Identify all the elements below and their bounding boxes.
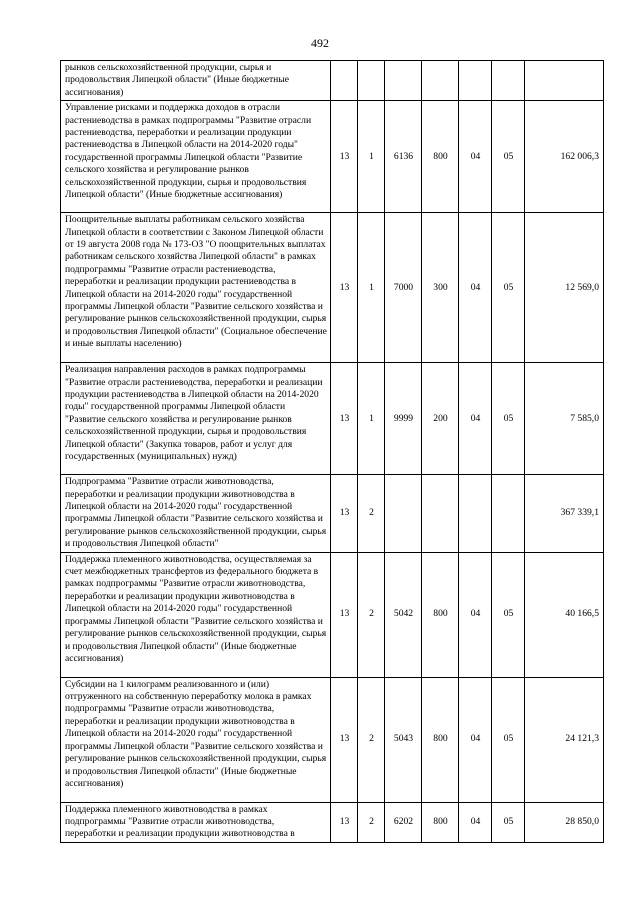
amount-cell: 28 850,0	[525, 802, 604, 842]
subsection-code	[492, 61, 525, 101]
amount-cell: 7 585,0	[525, 363, 604, 475]
direction-code: 9999	[385, 363, 422, 475]
expense-type-code: 800	[422, 101, 459, 213]
row-description: Подпрограмма "Развитие отрасли животноводства, переработки и реализации продукции животноводства в Липецкой области на 2014-2020 годы" государственной программы Липецкой области "Развитие сельского хозяйства и регулирование рынков сельскохозяйственной продукции, сырья и продовольствия Липецкой области"	[61, 475, 331, 552]
subprogram-code: 2	[358, 802, 385, 842]
program-code: 13	[331, 101, 358, 213]
subsection-code: 05	[492, 802, 525, 842]
program-code	[331, 61, 358, 101]
program-code: 13	[331, 802, 358, 842]
subprogram-code: 1	[358, 213, 385, 363]
section-code: 04	[459, 101, 492, 213]
program-code: 13	[331, 552, 358, 677]
subsection-code: 05	[492, 552, 525, 677]
row-description: рынков сельскохозяйственной продукции, сырья и продовольствия Липецкой области" (Иные бюджетные ассигнования)	[61, 61, 331, 101]
section-code	[459, 61, 492, 101]
expense-type-code	[422, 475, 459, 552]
subprogram-code: 2	[358, 677, 385, 802]
amount-cell: 162 006,3	[525, 101, 604, 213]
section-code: 04	[459, 677, 492, 802]
amount-cell: 12 569,0	[525, 213, 604, 363]
table-row	[61, 213, 604, 363]
subsection-code: 05	[492, 363, 525, 475]
row-description: Управление рисками и поддержка доходов в отрасли растениеводства в рамках подпрограммы "Развитие отрасли растениеводства, переработки и реализации продукции растениеводства в Липецкой области на 2014-2020 годы" государственной программы Липецкой области "Развитие сельского хозяйства и регулирование рынков сельскохозяйственной продукции, сырья и продовольствия Липецкой области" (Иные бюджетные ассигнования)	[61, 101, 331, 213]
table-row	[61, 677, 604, 802]
subsection-code: 05	[492, 677, 525, 802]
direction-code	[385, 475, 422, 552]
expense-type-code: 300	[422, 213, 459, 363]
expense-type-code: 800	[422, 552, 459, 677]
table-row	[61, 61, 604, 101]
expense-type-code: 200	[422, 363, 459, 475]
section-code	[459, 475, 492, 552]
direction-code: 6136	[385, 101, 422, 213]
row-description: Реализация направления расходов в рамках подпрограммы "Развитие отрасли растениеводства, переработки и реализации продукции растениеводства в Липецкой области на 2014-2020 годы" государственной программы Липецкой области "Развитие сельского хозяйства и регулирование рынков сельскохозяйственной продукции, сырья и продовольствия Липецкой области" (Закупка товаров, работ и услуг для государственных (муниципальных) нужд)	[61, 363, 331, 475]
row-description: Субсидии на 1 килограмм реализованного и (или) отгруженного на собственную переработку молока в рамках подпрограммы "Развитие отрасли животноводства, переработки и реализации продукции животноводства в Липецкой области на 2014-2020 годы" государственной программы Липецкой области "Развитие сельского хозяйства и регулирование рынков сельскохозяйственной продукции, сырья и продовольствия Липецкой области" (Иные бюджетные ассигнования)	[61, 677, 331, 802]
direction-code	[385, 61, 422, 101]
row-description: Поддержка племенного животноводства, осуществляемая за счет межбюджетных трансфертов из федерального бюджета в рамках подпрограммы "Развитие отрасли животноводства, переработки и реализации продукции животноводства в Липецкой области на 2014-2020 годы" государственной программы Липецкой области "Развитие сельского хозяйства и регулирование рынков сельскохозяйственной продукции, сырья и продовольствия Липецкой области" (Иные бюджетные ассигнования)	[61, 552, 331, 677]
expense-type-code: 800	[422, 677, 459, 802]
table-row	[61, 802, 604, 842]
row-description: Поддержка племенного животноводства в рамках подпрограммы "Развитие отрасли животноводства, переработки и реализации продукции животноводства в	[61, 802, 331, 842]
subprogram-code	[358, 61, 385, 101]
subprogram-code: 1	[358, 101, 385, 213]
direction-code: 6202	[385, 802, 422, 842]
amount-cell	[525, 61, 604, 101]
direction-code: 5042	[385, 552, 422, 677]
amount-cell: 24 121,3	[525, 677, 604, 802]
section-code: 04	[459, 213, 492, 363]
budget-table	[60, 60, 604, 843]
section-code: 04	[459, 802, 492, 842]
table-row	[61, 552, 604, 677]
program-code: 13	[331, 363, 358, 475]
program-code: 13	[331, 213, 358, 363]
expense-type-code	[422, 61, 459, 101]
table-row	[61, 101, 604, 213]
subprogram-code: 1	[358, 363, 385, 475]
section-code: 04	[459, 552, 492, 677]
direction-code: 5043	[385, 677, 422, 802]
subsection-code: 05	[492, 213, 525, 363]
row-description: Поощрительные выплаты работникам сельского хозяйства Липецкой области в соответствии с Законом Липецкой области от 19 августа 2008 года № 173-ОЗ "О поощрительных выплатах работникам сельского хозяйства Липецкой области" в рамках подпрограммы "Развитие отрасли растениеводства, переработки и реализации продукции растениеводства в Липецкой области на 2014-2020 годы" государственной программы Липецкой области "Развитие сельского хозяйства и регулирование рынков сельскохозяйственной продукции, сырья и продовольствия Липецкой области" (Социальное обеспечение и иные выплаты населению)	[61, 213, 331, 363]
subprogram-code: 2	[358, 552, 385, 677]
amount-cell: 367 339,1	[525, 475, 604, 552]
table-row	[61, 475, 604, 552]
page-number: 492	[311, 36, 329, 50]
subprogram-code: 2	[358, 475, 385, 552]
subsection-code	[492, 475, 525, 552]
program-code: 13	[331, 677, 358, 802]
section-code: 04	[459, 363, 492, 475]
table-row	[61, 363, 604, 475]
direction-code: 7000	[385, 213, 422, 363]
amount-cell: 40 166,5	[525, 552, 604, 677]
program-code: 13	[331, 475, 358, 552]
expense-type-code: 800	[422, 802, 459, 842]
subsection-code: 05	[492, 101, 525, 213]
